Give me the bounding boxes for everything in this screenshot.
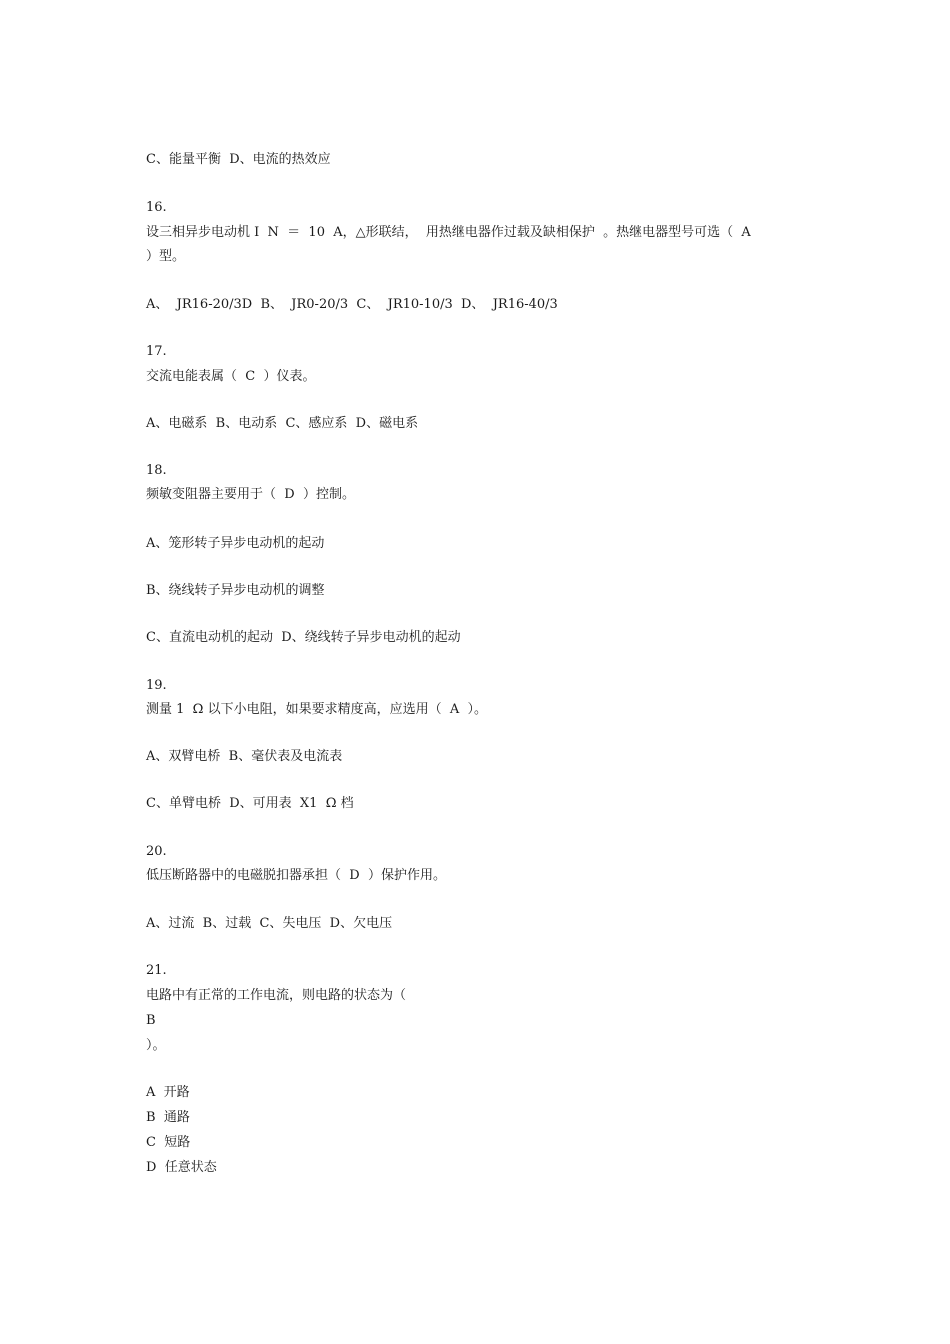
q17-options: A、电磁系 B、电动系 C、感应系 D、磁电系: [146, 416, 419, 431]
q18-options-cd: C、直流电动机的起动 D、绕线转子异步电动机的起动: [146, 630, 461, 645]
q15-options-cd: C、能量平衡 D、电流的热效应: [146, 152, 331, 167]
q20-number: 20.: [146, 844, 167, 859]
q16-question-cont: ）型。: [146, 249, 186, 264]
q21-option-d: D 任意状态: [146, 1160, 217, 1175]
q18-option-a: A、笼形转子异步电动机的起动: [146, 536, 325, 551]
q16-question: 设三相异步电动机 I N ＝ 10 A，△形联结， 用热继电器作过载及缺相保护 。热继电器型号可选（ A: [146, 225, 751, 240]
q18-option-b: B、绕线转子异步电动机的调整: [146, 583, 325, 598]
q19-options-ab: A、双臂电桥 B、毫伏表及电流表: [146, 749, 343, 764]
q20-question: 低压断路器中的电磁脱扣器承担（ D ）保护作用。: [146, 868, 446, 883]
q16-options: A、 JR16-20/3D B、 JR0-20/3 C、 JR10-10/3 D、 JR16-40/3: [146, 297, 558, 312]
q21-answer: B: [146, 1013, 156, 1028]
q21-question: 电路中有正常的工作电流，则电路的状态为（: [146, 988, 407, 1003]
q21-number: 21.: [146, 963, 167, 978]
q19-number: 19.: [146, 678, 167, 693]
q21-option-a: A 开路: [146, 1085, 190, 1100]
q16-number: 16.: [146, 200, 167, 215]
q21-option-b: B 通路: [146, 1110, 190, 1125]
q17-number: 17.: [146, 344, 167, 359]
q17-question: 交流电能表属（ C ）仪表。: [146, 369, 316, 384]
q19-options-cd: C、单臂电桥 D、可用表 X1 Ω 档: [146, 796, 354, 811]
q18-number: 18.: [146, 463, 167, 478]
q20-options: A、过流 B、过载 C、失电压 D、欠电压: [146, 916, 393, 931]
q21-option-c: C 短路: [146, 1135, 191, 1150]
q21-question-end: ）。: [146, 1038, 166, 1053]
q19-question: 测量 1 Ω 以下小电阻，如果要求精度高，应选用（ A ）。: [146, 702, 487, 717]
q18-question: 频敏变阻器主要用于（ D ）控制。: [146, 487, 355, 502]
